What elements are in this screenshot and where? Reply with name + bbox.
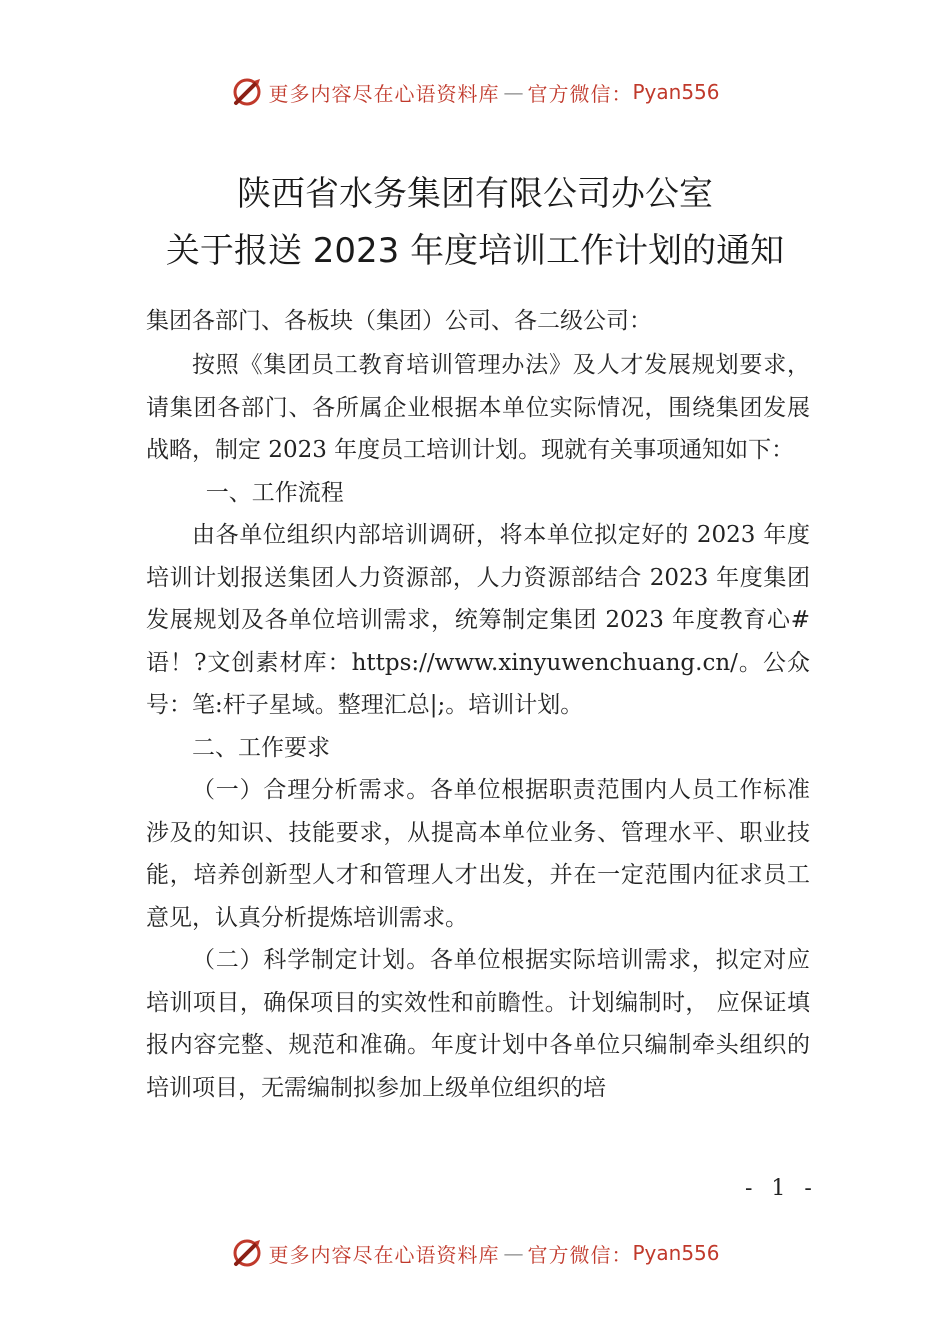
banner-wechat-id: Pyan556: [632, 80, 720, 104]
banner-dash: —: [503, 80, 524, 104]
section-heading-2: 二、工作要求: [192, 734, 330, 761]
paragraph-workflow: 由各单位组织内部培训调研，将本单位拟定好的 2023 年度培训计划报送集团人力资源部，人力资源部结合 2023 年度集团发展规划及各单位培训需求，统筹制定集团 2023 年度教育心#语！?文创素材库：https://www.xinyuwenchuang.cn/。公众号：笔:杆子星域。整理汇总|;。培训计划。: [146, 522, 810, 718]
title-line-1: 陕西省水务集团有限公司办公室: [237, 174, 713, 214]
title-line-2: 关于报送 2023 年度培训工作计划的通知: [165, 231, 785, 271]
banner-dash: —: [503, 1241, 524, 1265]
section-heading-1: 一、工作流程: [205, 479, 344, 506]
salutation: 集团各部门、各板块（集团）公司、各二级公司：: [146, 308, 652, 334]
paragraph-requirement-1: （一）合理分析需求。各单位根据职责范围内人员工作标准涉及的知识、技能要求，从提高本单位业务、管理水平、职业技能，培养创新型人才和管理人才出发，并在一定范围内征求员工意见，认真分析提炼培训需求。: [146, 777, 810, 931]
document-body: [146, 344, 810, 1109]
paragraph-requirement-2: （二）科学制定计划。各单位根据实际培训需求，拟定对应培训项目，确保项目的实效性和前瞻性。计划编制时， 应保证填报内容完整、规范和准确。年度计划中各单位只编制牵头组织的培训项目，无需编制拟参加上级单位组织的培: [146, 947, 810, 1101]
banner-wechat-label: 官方微信：: [527, 81, 633, 106]
banner-brand: 更多内容尽在心语资料库: [268, 1242, 500, 1267]
banner-wechat-id: Pyan556: [632, 1241, 720, 1265]
watermark-banner-bottom: [0, 1233, 950, 1273]
banner-wechat-label: 官方微信：: [527, 1242, 633, 1267]
watermark-banner-top: [0, 72, 950, 112]
pen-logo-icon: [230, 75, 264, 109]
pen-logo-icon: [230, 1236, 264, 1270]
paragraph-intro: 按照《集团员工教育培训管理办法》及人才发展规划要求，请集团各部门、各所属企业根据本单位实际情况，围绕集团发展战略，制定 2023 年度员工培训计划。现就有关事项通知如下：: [146, 352, 810, 463]
page-number: - 1 -: [745, 1176, 818, 1201]
banner-brand: 更多内容尽在心语资料库: [268, 81, 500, 106]
